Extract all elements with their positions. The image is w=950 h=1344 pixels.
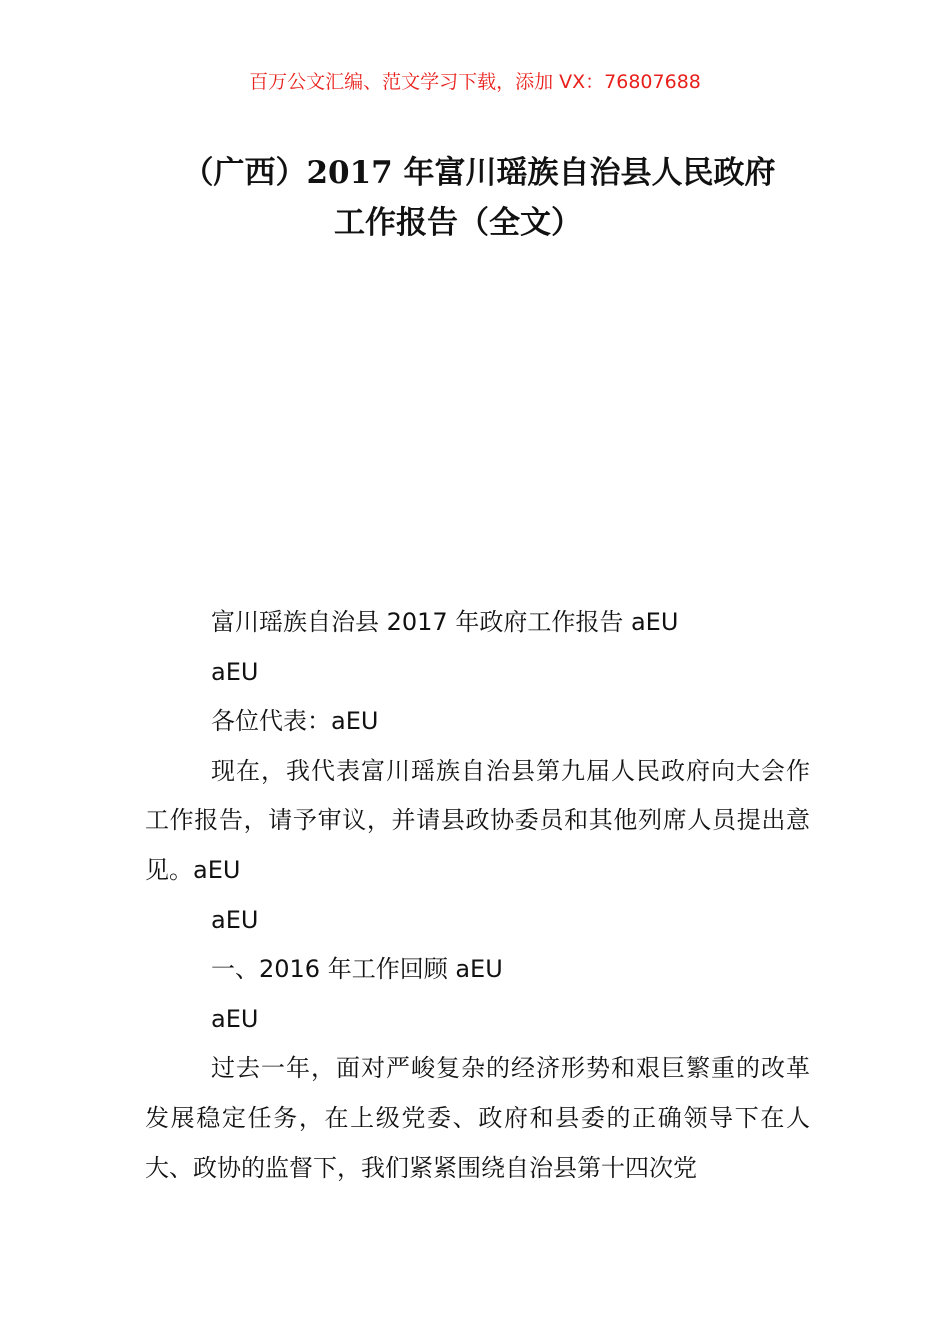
section-heading: 一、2016 年工作回顾 aEU [211, 955, 503, 984]
title-line-2: 工作报告（全文） [334, 205, 582, 241]
document-body [145, 598, 810, 1193]
salutation-paragraph: 各位代表：aEU [211, 707, 379, 736]
title-line-1: （广西）2017 年富川瑶族自治县人民政府 [182, 155, 776, 191]
intro-paragraph: 现在，我代表富川瑶族自治县第九届人民政府向大会作工作报告，请予审议，并请县政协委员和其他列席人员提出意见。aEU [145, 756, 810, 884]
paragraph: aEU [211, 905, 259, 934]
report-heading-paragraph: 富川瑶族自治县 2017 年政府工作报告 aEU [211, 608, 679, 636]
paragraph: aEU [211, 1004, 259, 1033]
paragraph: aEU [211, 657, 259, 686]
document-title [0, 148, 950, 248]
download-notice: 百万公文汇编、范文学习下载，添加 VX：76807688 [249, 71, 701, 93]
review-paragraph: 过去一年，面对严峻复杂的经济形势和艰巨繁重的改革发展稳定任务，在上级党委、政府和县委的正确领导下在人大、政协的监督下，我们紧紧围绕自治县第十四次党 [145, 1054, 810, 1182]
